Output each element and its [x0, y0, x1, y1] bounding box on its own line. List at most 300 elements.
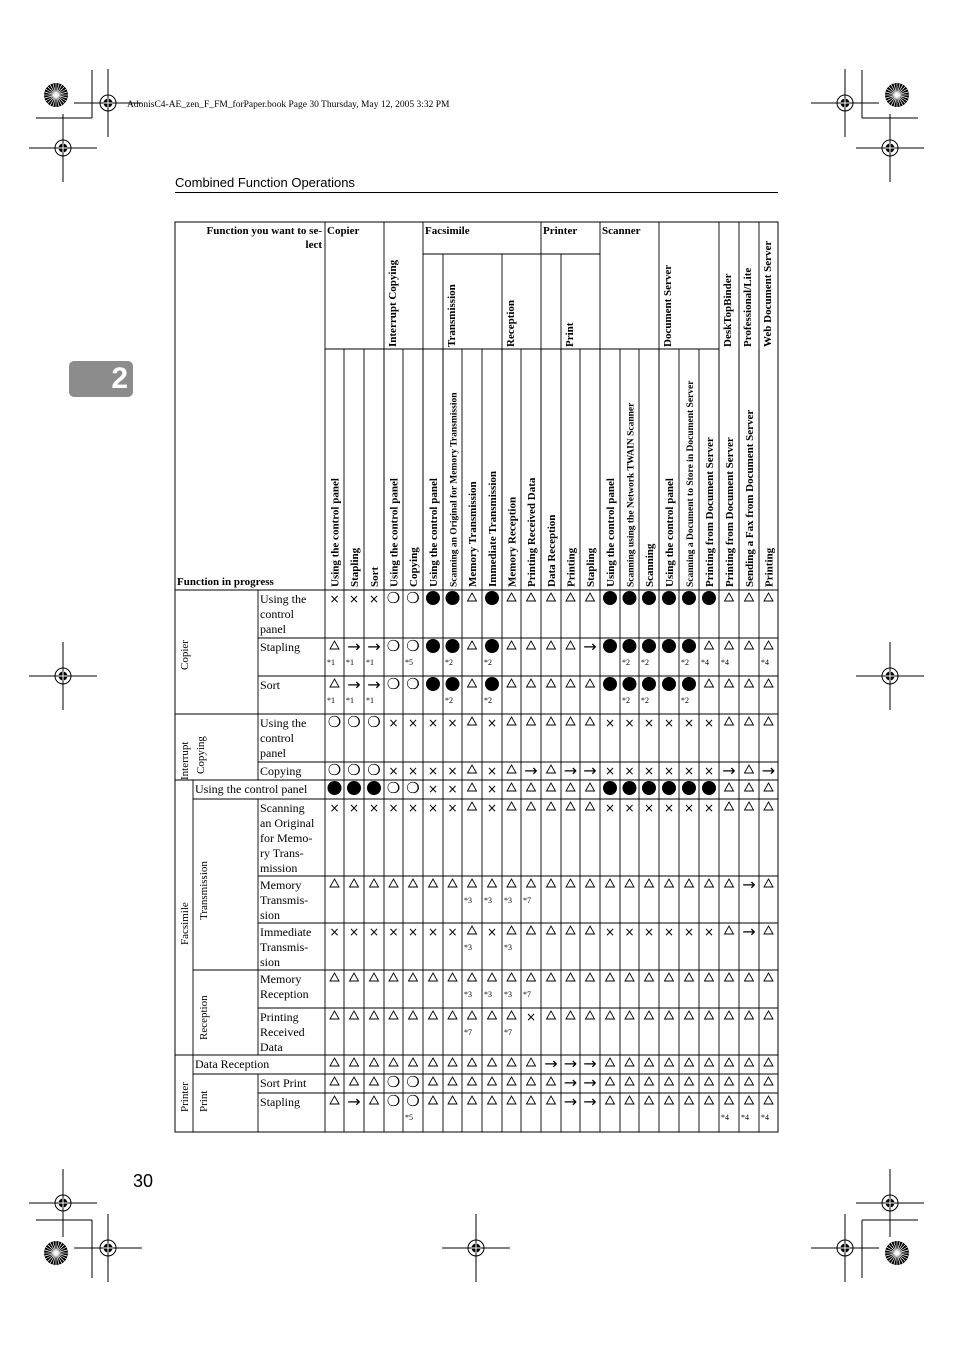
conditional-mark: [527, 879, 536, 887]
conditional-mark: [645, 879, 654, 887]
row-label: Transmis-: [260, 893, 309, 907]
simultaneous-mark: [603, 591, 617, 605]
conditional-mark: [566, 641, 575, 649]
conditional-mark: [488, 1011, 497, 1019]
not-possible-mark: ×: [486, 716, 498, 730]
not-possible-mark: ×: [604, 716, 616, 730]
column-header: Sort: [369, 566, 381, 587]
cell-footnote-ref: *3: [464, 896, 472, 905]
conditional-mark: [468, 593, 477, 601]
column-header: Stapling: [349, 547, 361, 587]
conditional-mark: [645, 1077, 654, 1085]
cell-footnote-ref: *4: [701, 658, 709, 667]
not-possible-mark: ×: [604, 764, 616, 778]
conditional-mark: [725, 973, 734, 981]
not-possible-mark: ×: [486, 925, 498, 939]
conditional-mark: [725, 717, 734, 725]
conditional-mark: [389, 1058, 398, 1066]
conditional-mark: [350, 1077, 359, 1085]
simultaneous-mark: [623, 639, 637, 653]
conditional-mark: [429, 879, 438, 887]
cell-footnote-ref: *2: [681, 696, 689, 705]
conditional-mark: [547, 717, 556, 725]
column-header: Using the control panel: [605, 478, 617, 587]
interrupt-mark: ❍: [406, 1092, 420, 1110]
cell-footnote-ref: *2: [641, 696, 649, 705]
column-group-desktopbinder: DeskTopBinder: [722, 273, 734, 347]
corner-row-heading: Function in progress: [177, 576, 274, 588]
column-header: Scanning a Document to Store in Document Server: [686, 380, 696, 587]
row-label: control: [260, 731, 294, 745]
conditional-mark: [745, 717, 754, 725]
conditional-mark: [764, 1096, 773, 1104]
cell-footnote-ref: *3: [504, 943, 512, 952]
column-group-professional-lite: Professional/Lite: [742, 267, 754, 347]
cell-footnote-ref: *3: [484, 896, 492, 905]
cell-footnote-ref: *1: [366, 658, 374, 667]
conditional-mark: [745, 593, 754, 601]
corner-heading: Function you want to se-: [206, 225, 322, 237]
conditional-mark: [389, 1011, 398, 1019]
column-subgroup-transmission: Transmission: [446, 284, 458, 347]
row-label: Sort: [260, 678, 281, 692]
conditional-mark: [527, 593, 536, 601]
conditional-mark: [350, 1011, 359, 1019]
column-subgroup-reception: Reception: [505, 299, 517, 347]
column-group-scanner: Scanner: [602, 225, 641, 237]
simultaneous-mark: [623, 677, 637, 691]
conditional-mark: [468, 1011, 477, 1019]
simultaneous-mark: [623, 781, 637, 795]
conditional-mark: [448, 879, 457, 887]
not-possible-mark: ×: [604, 925, 616, 939]
not-possible-mark: ×: [427, 801, 439, 815]
conditional-mark: [586, 679, 595, 687]
conditional-mark: [429, 1077, 438, 1085]
page-number: 30: [133, 1171, 154, 1191]
interrupt-mark: ❍: [386, 589, 401, 607]
not-possible-mark: ×: [703, 716, 715, 730]
cell-footnote-ref: *2: [484, 696, 492, 705]
conditional-mark: [389, 879, 398, 887]
conditional-mark: [625, 1011, 634, 1019]
after-completion-mark: →: [347, 675, 361, 694]
simultaneous-mark: [485, 639, 499, 653]
simultaneous-mark: [347, 781, 361, 795]
conditional-mark: [527, 802, 536, 810]
not-possible-mark: ×: [643, 801, 655, 815]
conditional-mark: [725, 879, 734, 887]
not-possible-mark: ×: [388, 925, 399, 939]
row-label: for Memo-: [260, 831, 313, 845]
simultaneous-mark: [485, 591, 499, 605]
cell-footnote-ref: *7: [523, 990, 531, 999]
conditional-mark: [764, 1058, 773, 1066]
after-completion-mark: →: [742, 922, 756, 941]
conditional-mark: [409, 1058, 418, 1066]
column-header: Printing: [763, 547, 776, 587]
conditional-mark: [566, 783, 575, 791]
column-header: Scanning an Original for Memory Transmission: [449, 392, 460, 587]
after-completion-mark: →: [563, 1073, 578, 1092]
column-group-printer: Printer: [543, 225, 578, 237]
simultaneous-mark: [642, 591, 656, 605]
conditional-mark: [330, 679, 339, 687]
conditional-mark: [645, 1011, 654, 1019]
interrupt-mark: ❍: [386, 1073, 401, 1091]
column-header: Using the control panel: [329, 478, 342, 587]
conditional-mark: [448, 1077, 457, 1085]
simultaneous-mark: [446, 639, 460, 653]
conditional-mark: [488, 1058, 497, 1066]
conditional-mark: [665, 1011, 674, 1019]
not-possible-mark: ×: [663, 716, 675, 730]
conditional-mark: [725, 679, 734, 687]
column-header: Copying: [408, 547, 420, 587]
column-group-document-server: Document Server: [662, 264, 674, 347]
conditional-mark: [527, 926, 536, 934]
conditional-mark: [370, 1011, 379, 1019]
conditional-mark: [725, 641, 734, 649]
conditional-mark: [468, 765, 477, 773]
not-possible-mark: ×: [683, 801, 695, 815]
conditional-mark: [527, 1058, 536, 1066]
after-completion-mark: →: [583, 1054, 597, 1073]
row-label: Stapling: [260, 1095, 301, 1109]
conditional-mark: [606, 1011, 615, 1019]
conditional-mark: [468, 879, 477, 887]
interrupt-mark: ❍: [347, 761, 361, 779]
conditional-mark: [586, 926, 595, 934]
cell-footnote-ref: *2: [622, 696, 630, 705]
row-label: Transmis-: [260, 940, 309, 954]
cell-footnote-ref: *2: [445, 658, 453, 667]
conditional-mark: [547, 783, 556, 791]
cell-footnote-ref: *3: [504, 990, 512, 999]
not-possible-mark: ×: [407, 801, 419, 815]
column-header: Memory Transmission: [467, 481, 479, 587]
not-possible-mark: ×: [447, 925, 458, 939]
column-header: Scanning using the Network TWAIN Scanner: [626, 402, 637, 587]
after-completion-mark: →: [583, 637, 597, 656]
conditional-mark: [330, 1058, 339, 1066]
not-possible-mark: ×: [388, 716, 399, 730]
conditional-mark: [625, 1058, 634, 1066]
conditional-mark: [566, 802, 575, 810]
conditional-mark: [547, 1077, 556, 1085]
row-label: Using the: [260, 592, 307, 606]
not-possible-mark: ×: [486, 764, 498, 778]
conditional-mark: [625, 879, 634, 887]
not-possible-mark: ×: [368, 592, 380, 606]
conditional-mark: [745, 1077, 754, 1085]
conditional-mark: [429, 1096, 438, 1104]
column-header: Printing: [565, 547, 578, 587]
row-label: Copying: [260, 764, 302, 778]
corner-heading: lect: [305, 239, 322, 251]
conditional-mark: [745, 1096, 754, 1104]
conditional-mark: [547, 1096, 556, 1104]
column-header: Printing from Document Server: [704, 437, 716, 587]
conditional-mark: [665, 1096, 674, 1104]
interrupt-mark: ❍: [386, 637, 401, 655]
conditional-mark: [586, 1011, 595, 1019]
cell-footnote-ref: *1: [366, 696, 374, 705]
conditional-mark: [468, 973, 477, 981]
conditional-mark: [370, 1096, 379, 1104]
interrupt-mark: ❍: [367, 713, 381, 731]
row-label: Scanning: [260, 801, 305, 815]
simultaneous-mark: [426, 639, 440, 653]
conditional-mark: [705, 879, 714, 887]
conditional-mark: [547, 879, 556, 887]
not-possible-mark: ×: [663, 764, 675, 778]
conditional-mark: [705, 1011, 714, 1019]
conditional-mark: [745, 973, 754, 981]
after-completion-mark: →: [347, 1092, 361, 1111]
row-label: mission: [260, 861, 298, 875]
conditional-mark: [764, 717, 773, 725]
column-group-facsimile: Facsimile: [425, 225, 470, 237]
after-completion-mark: →: [524, 761, 538, 780]
conditional-mark: [685, 1011, 694, 1019]
conditional-mark: [705, 1077, 714, 1085]
conditional-mark: [547, 1011, 556, 1019]
after-completion-mark: →: [583, 1073, 597, 1092]
conditional-mark: [448, 1058, 457, 1066]
not-possible-mark: ×: [683, 716, 695, 730]
chapter-number: 2: [111, 362, 128, 395]
conditional-mark: [389, 973, 398, 981]
conditional-mark: [507, 1011, 516, 1019]
conditional-mark: [547, 593, 556, 601]
conditional-mark: [547, 765, 556, 773]
interrupt-mark: ❍: [327, 713, 342, 731]
not-possible-mark: ×: [703, 801, 715, 815]
conditional-mark: [764, 1011, 773, 1019]
after-completion-mark: →: [367, 637, 381, 656]
simultaneous-mark: [367, 781, 381, 795]
conditional-mark: [705, 1058, 714, 1066]
cell-footnote-ref: *7: [523, 896, 531, 905]
conditional-mark: [330, 1011, 339, 1019]
conditional-mark: [764, 926, 773, 934]
conditional-mark: [547, 973, 556, 981]
interrupt-mark: ❍: [347, 713, 361, 731]
column-header: Data Reception: [546, 514, 558, 587]
cell-footnote-ref: *2: [484, 658, 492, 667]
cell-footnote-ref: *4: [761, 658, 769, 667]
not-possible-mark: ×: [368, 801, 380, 815]
conditional-mark: [606, 1077, 615, 1085]
conditional-mark: [764, 641, 773, 649]
row-subgroup-transmission: Transmission: [198, 861, 210, 920]
running-head: Combined Function Operations: [175, 175, 355, 190]
not-possible-mark: ×: [486, 782, 498, 796]
conditional-mark: [745, 1058, 754, 1066]
conditional-mark: [665, 973, 674, 981]
conditional-mark: [507, 765, 516, 773]
cell-footnote-ref: *4: [721, 1113, 729, 1122]
row-group-interrupt: Copying: [195, 736, 207, 774]
interrupt-mark: ❍: [386, 1092, 401, 1110]
not-possible-mark: ×: [683, 764, 695, 778]
column-header: Using the control panel: [428, 478, 440, 587]
conditional-mark: [725, 593, 734, 601]
conditional-mark: [745, 679, 754, 687]
after-completion-mark: →: [544, 1054, 558, 1073]
column-header: Printing Received Data: [526, 477, 538, 587]
cell-footnote-ref: *3: [464, 943, 472, 952]
conditional-mark: [488, 879, 497, 887]
row-label: control: [260, 607, 294, 621]
column-header: Using the control panel: [388, 478, 401, 587]
conditional-mark: [527, 679, 536, 687]
simultaneous-mark: [642, 639, 656, 653]
conditional-mark: [468, 926, 477, 934]
conditional-mark: [665, 879, 674, 887]
conditional-mark: [370, 879, 379, 887]
row-label: sion: [260, 955, 281, 969]
column-header: Sending a Fax from Document Server: [744, 409, 756, 587]
row-label: Printing: [260, 1010, 299, 1024]
not-possible-mark: ×: [624, 925, 635, 939]
not-possible-mark: ×: [447, 801, 458, 815]
simultaneous-mark: [426, 677, 440, 691]
conditional-mark: [330, 1096, 339, 1104]
simultaneous-mark: [662, 591, 676, 605]
interrupt-mark: ❍: [406, 637, 420, 655]
column-subgroup-print: Print: [564, 322, 576, 347]
conditional-mark: [645, 1096, 654, 1104]
cell-footnote-ref: *3: [464, 990, 472, 999]
conditional-mark: [488, 1077, 497, 1085]
row-group-facsimile: Facsimile: [179, 902, 191, 945]
conditional-mark: [507, 641, 516, 649]
interrupt-mark: ❍: [406, 675, 420, 693]
simultaneous-mark: [682, 591, 696, 605]
not-possible-mark: ×: [643, 716, 655, 730]
not-possible-mark: ×: [643, 764, 655, 778]
conditional-mark: [566, 717, 575, 725]
cell-footnote-ref: *1: [327, 696, 335, 705]
cell-footnote-ref: *4: [741, 1113, 749, 1122]
conditional-mark: [468, 783, 477, 791]
conditional-mark: [507, 1058, 516, 1066]
cell-footnote-ref: *4: [721, 658, 729, 667]
conditional-mark: [330, 1077, 339, 1085]
row-label: Memory: [260, 972, 302, 986]
not-possible-mark: ×: [427, 716, 439, 730]
simultaneous-mark: [446, 677, 460, 691]
cell-footnote-ref: *3: [504, 896, 512, 905]
row-label: ry Trans-: [260, 846, 304, 860]
simultaneous-mark: [702, 591, 716, 605]
print-info: AdonisC4-AE_zen_F_FM_forPaper.book Page 30 Thursday, May 12, 2005 3:32 PM: [127, 100, 450, 110]
row-label: sion: [260, 908, 281, 922]
simultaneous-mark: [603, 639, 617, 653]
conditional-mark: [448, 1011, 457, 1019]
conditional-mark: [507, 717, 516, 725]
conditional-mark: [764, 802, 773, 810]
conditional-mark: [645, 973, 654, 981]
cell-footnote-ref: *2: [681, 658, 689, 667]
row-group-printer: Printer: [179, 1082, 191, 1112]
interrupt-mark: ❍: [406, 589, 420, 607]
simultaneous-mark: [642, 677, 656, 691]
conditional-mark: [429, 1011, 438, 1019]
conditional-mark: [586, 879, 595, 887]
conditional-mark: [685, 1096, 694, 1104]
not-possible-mark: ×: [368, 925, 380, 939]
conditional-mark: [764, 1077, 773, 1085]
simultaneous-mark: [682, 639, 696, 653]
conditional-mark: [330, 641, 339, 649]
conditional-mark: [764, 783, 773, 791]
conditional-mark: [468, 1096, 477, 1104]
conditional-mark: [705, 973, 714, 981]
row-label: Stapling: [260, 640, 301, 654]
conditional-mark: [429, 1058, 438, 1066]
conditional-mark: [409, 973, 418, 981]
interrupt-mark: ❍: [406, 779, 420, 797]
simultaneous-mark: [485, 677, 499, 691]
conditional-mark: [566, 973, 575, 981]
row-subgroup-reception: Reception: [198, 995, 210, 1040]
conditional-mark: [409, 1011, 418, 1019]
conditional-mark: [468, 1077, 477, 1085]
column-header: Memory Reception: [506, 496, 519, 587]
not-possible-mark: ×: [624, 801, 635, 815]
cell-footnote-ref: *2: [641, 658, 649, 667]
cell-footnote-ref: *1: [346, 658, 354, 667]
after-completion-mark: →: [583, 1092, 597, 1111]
not-possible-mark: ×: [624, 716, 635, 730]
cell-footnote-ref: *5: [405, 1113, 413, 1122]
conditional-mark: [606, 1096, 615, 1104]
row-label: Data: [260, 1040, 283, 1054]
not-possible-mark: ×: [388, 764, 399, 778]
conditional-mark: [507, 1077, 516, 1085]
conditional-mark: [725, 1077, 734, 1085]
conditional-mark: [725, 1011, 734, 1019]
conditional-mark: [507, 679, 516, 687]
simultaneous-mark: [682, 781, 696, 795]
simultaneous-mark: [603, 781, 617, 795]
conditional-mark: [507, 593, 516, 601]
not-possible-mark: ×: [348, 592, 360, 606]
conditional-mark: [725, 926, 734, 934]
after-completion-mark: →: [742, 875, 756, 894]
row-label: panel: [260, 746, 286, 760]
row-label: panel: [260, 622, 286, 636]
not-possible-mark: ×: [388, 801, 399, 815]
not-possible-mark: ×: [643, 925, 655, 939]
simultaneous-mark: [603, 677, 617, 691]
conditional-mark: [566, 593, 575, 601]
conditional-mark: [586, 593, 595, 601]
after-completion-mark: →: [583, 761, 597, 780]
conditional-mark: [350, 973, 359, 981]
conditional-mark: [606, 1058, 615, 1066]
cell-footnote-ref: *3: [484, 990, 492, 999]
not-possible-mark: ×: [329, 925, 340, 939]
conditional-mark: [606, 973, 615, 981]
conditional-mark: [745, 641, 754, 649]
conditional-mark: [370, 1077, 379, 1085]
conditional-mark: [705, 679, 714, 687]
not-possible-mark: ×: [624, 764, 635, 778]
